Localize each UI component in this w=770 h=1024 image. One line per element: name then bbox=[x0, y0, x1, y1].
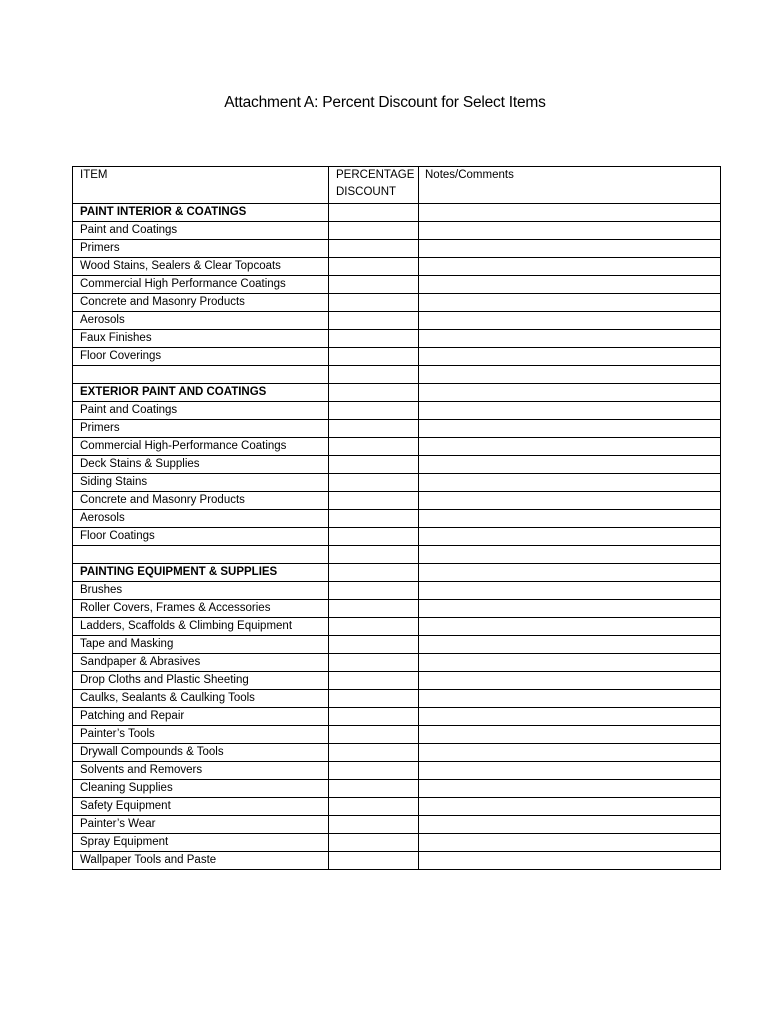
section-heading-row bbox=[73, 384, 721, 402]
notes-comments-cell[interactable] bbox=[419, 510, 721, 528]
percentage-discount-cell[interactable] bbox=[329, 726, 419, 744]
percentage-discount-cell[interactable] bbox=[329, 222, 419, 240]
percentage-discount-cell[interactable] bbox=[329, 402, 419, 420]
item-name: Roller Covers, Frames & Accessories bbox=[73, 600, 329, 618]
table-row bbox=[73, 294, 721, 312]
notes-comments-cell[interactable] bbox=[419, 240, 721, 258]
notes-comments-cell[interactable] bbox=[419, 636, 721, 654]
table-row bbox=[73, 330, 721, 348]
item-name bbox=[73, 366, 329, 384]
notes-comments-cell[interactable] bbox=[419, 582, 721, 600]
table-row bbox=[73, 546, 721, 564]
notes-comments-cell[interactable] bbox=[419, 852, 721, 870]
notes-comments-cell[interactable] bbox=[419, 744, 721, 762]
section-heading-row bbox=[73, 204, 721, 222]
table-row bbox=[73, 654, 721, 672]
item-name: Safety Equipment bbox=[73, 798, 329, 816]
notes-comments-cell[interactable] bbox=[419, 474, 721, 492]
table-header-row bbox=[73, 167, 721, 204]
item-name: Concrete and Masonry Products bbox=[73, 294, 329, 312]
notes-comments-cell[interactable] bbox=[419, 204, 721, 222]
item-name: Caulks, Sealants & Caulking Tools bbox=[73, 690, 329, 708]
header-item: ITEM bbox=[73, 167, 329, 204]
table-row bbox=[73, 312, 721, 330]
section-heading: EXTERIOR PAINT AND COATINGS bbox=[73, 384, 329, 402]
table-row bbox=[73, 672, 721, 690]
item-name: Floor Coverings bbox=[73, 348, 329, 366]
notes-comments-cell[interactable] bbox=[419, 726, 721, 744]
item-name: Painter’s Wear bbox=[73, 816, 329, 834]
table-row bbox=[73, 240, 721, 258]
table-row bbox=[73, 420, 721, 438]
item-name: Siding Stains bbox=[73, 474, 329, 492]
table-row bbox=[73, 258, 721, 276]
percentage-discount-cell[interactable] bbox=[329, 600, 419, 618]
notes-comments-cell[interactable] bbox=[419, 366, 721, 384]
item-name bbox=[73, 546, 329, 564]
discount-table bbox=[72, 166, 721, 870]
notes-comments-cell[interactable] bbox=[419, 618, 721, 636]
item-name: Brushes bbox=[73, 582, 329, 600]
table-row bbox=[73, 348, 721, 366]
notes-comments-cell[interactable] bbox=[419, 780, 721, 798]
table-row bbox=[73, 744, 721, 762]
percentage-discount-cell[interactable] bbox=[329, 816, 419, 834]
notes-comments-cell[interactable] bbox=[419, 690, 721, 708]
notes-comments-cell[interactable] bbox=[419, 600, 721, 618]
percentage-discount-cell[interactable] bbox=[329, 762, 419, 780]
item-name: Floor Coatings bbox=[73, 528, 329, 546]
table-row bbox=[73, 528, 721, 546]
table-row bbox=[73, 456, 721, 474]
table-row bbox=[73, 510, 721, 528]
notes-comments-cell[interactable] bbox=[419, 276, 721, 294]
section-heading-row bbox=[73, 564, 721, 582]
table-row bbox=[73, 222, 721, 240]
item-name: Commercial High Performance Coatings bbox=[73, 276, 329, 294]
percentage-discount-cell[interactable] bbox=[329, 708, 419, 726]
table-row bbox=[73, 690, 721, 708]
table-row bbox=[73, 438, 721, 456]
percentage-discount-cell[interactable] bbox=[329, 474, 419, 492]
item-name: Wallpaper Tools and Paste bbox=[73, 852, 329, 870]
percentage-discount-cell[interactable] bbox=[329, 582, 419, 600]
item-name: Aerosols bbox=[73, 312, 329, 330]
item-name: Faux Finishes bbox=[73, 330, 329, 348]
table-row bbox=[73, 852, 721, 870]
table-row bbox=[73, 762, 721, 780]
table-row bbox=[73, 600, 721, 618]
percentage-discount-cell[interactable] bbox=[329, 528, 419, 546]
item-name: Painter’s Tools bbox=[73, 726, 329, 744]
table-row bbox=[73, 708, 721, 726]
item-name: Paint and Coatings bbox=[73, 402, 329, 420]
percentage-discount-cell[interactable] bbox=[329, 348, 419, 366]
notes-comments-cell[interactable] bbox=[419, 294, 721, 312]
table-row bbox=[73, 798, 721, 816]
percentage-discount-cell[interactable] bbox=[329, 294, 419, 312]
notes-comments-cell[interactable] bbox=[419, 330, 721, 348]
notes-comments-cell[interactable] bbox=[419, 762, 721, 780]
section-heading: PAINTING EQUIPMENT & SUPPLIES bbox=[73, 564, 329, 582]
percentage-discount-cell[interactable] bbox=[329, 492, 419, 510]
percentage-discount-cell[interactable] bbox=[329, 456, 419, 474]
table-row bbox=[73, 636, 721, 654]
percentage-discount-cell[interactable] bbox=[329, 780, 419, 798]
item-name: Ladders, Scaffolds & Climbing Equipment bbox=[73, 618, 329, 636]
item-name: Patching and Repair bbox=[73, 708, 329, 726]
notes-comments-cell[interactable] bbox=[419, 834, 721, 852]
percentage-discount-cell[interactable] bbox=[329, 384, 419, 402]
table-row bbox=[73, 582, 721, 600]
percentage-discount-cell[interactable] bbox=[329, 420, 419, 438]
percentage-discount-cell[interactable] bbox=[329, 636, 419, 654]
notes-comments-cell[interactable] bbox=[419, 420, 721, 438]
percentage-discount-cell[interactable] bbox=[329, 690, 419, 708]
notes-comments-cell[interactable] bbox=[419, 438, 721, 456]
table-row bbox=[73, 726, 721, 744]
percentage-discount-cell[interactable] bbox=[329, 438, 419, 456]
percentage-discount-cell[interactable] bbox=[329, 312, 419, 330]
table-row bbox=[73, 834, 721, 852]
percentage-discount-cell[interactable] bbox=[329, 510, 419, 528]
page-title: Attachment A: Percent Discount for Select Items bbox=[224, 94, 546, 111]
notes-comments-cell[interactable] bbox=[419, 546, 721, 564]
item-name: Primers bbox=[73, 420, 329, 438]
percentage-discount-cell[interactable] bbox=[329, 546, 419, 564]
notes-comments-cell[interactable] bbox=[419, 402, 721, 420]
notes-comments-cell[interactable] bbox=[419, 672, 721, 690]
percentage-discount-cell[interactable] bbox=[329, 564, 419, 582]
percentage-discount-cell[interactable] bbox=[329, 204, 419, 222]
percentage-discount-cell[interactable] bbox=[329, 852, 419, 870]
item-name: Wood Stains, Sealers & Clear Topcoats bbox=[73, 258, 329, 276]
item-name: Drop Cloths and Plastic Sheeting bbox=[73, 672, 329, 690]
notes-comments-cell[interactable] bbox=[419, 456, 721, 474]
item-name: Aerosols bbox=[73, 510, 329, 528]
header-percentage-discount: PERCENTAGE DISCOUNT bbox=[329, 167, 419, 204]
percentage-discount-cell[interactable] bbox=[329, 618, 419, 636]
notes-comments-cell[interactable] bbox=[419, 348, 721, 366]
percentage-discount-cell[interactable] bbox=[329, 654, 419, 672]
item-name: Spray Equipment bbox=[73, 834, 329, 852]
notes-comments-cell[interactable] bbox=[419, 528, 721, 546]
notes-comments-cell[interactable] bbox=[419, 564, 721, 582]
item-name: Concrete and Masonry Products bbox=[73, 492, 329, 510]
percentage-discount-cell[interactable] bbox=[329, 744, 419, 762]
notes-comments-cell[interactable] bbox=[419, 708, 721, 726]
item-name: Cleaning Supplies bbox=[73, 780, 329, 798]
item-name: Drywall Compounds & Tools bbox=[73, 744, 329, 762]
table-row bbox=[73, 474, 721, 492]
table-row bbox=[73, 618, 721, 636]
percentage-discount-cell[interactable] bbox=[329, 330, 419, 348]
table-row bbox=[73, 816, 721, 834]
item-name: Commercial High-Performance Coatings bbox=[73, 438, 329, 456]
notes-comments-cell[interactable] bbox=[419, 492, 721, 510]
percentage-discount-cell[interactable] bbox=[329, 798, 419, 816]
notes-comments-cell[interactable] bbox=[419, 654, 721, 672]
percentage-discount-cell[interactable] bbox=[329, 672, 419, 690]
notes-comments-cell[interactable] bbox=[419, 222, 721, 240]
header-notes-comments: Notes/Comments bbox=[419, 167, 721, 204]
item-name: Paint and Coatings bbox=[73, 222, 329, 240]
percentage-discount-cell[interactable] bbox=[329, 366, 419, 384]
section-heading: PAINT INTERIOR & COATINGS bbox=[73, 204, 329, 222]
item-name: Sandpaper & Abrasives bbox=[73, 654, 329, 672]
item-name: Solvents and Removers bbox=[73, 762, 329, 780]
table-row bbox=[73, 276, 721, 294]
percentage-discount-cell[interactable] bbox=[329, 258, 419, 276]
table-row bbox=[73, 402, 721, 420]
notes-comments-cell[interactable] bbox=[419, 312, 721, 330]
table-row bbox=[73, 366, 721, 384]
item-name: Tape and Masking bbox=[73, 636, 329, 654]
percentage-discount-cell[interactable] bbox=[329, 834, 419, 852]
table-row bbox=[73, 492, 721, 510]
notes-comments-cell[interactable] bbox=[419, 798, 721, 816]
table-row bbox=[73, 780, 721, 798]
percentage-discount-cell[interactable] bbox=[329, 240, 419, 258]
percentage-discount-cell[interactable] bbox=[329, 276, 419, 294]
item-name: Primers bbox=[73, 240, 329, 258]
item-name: Deck Stains & Supplies bbox=[73, 456, 329, 474]
notes-comments-cell[interactable] bbox=[419, 816, 721, 834]
notes-comments-cell[interactable] bbox=[419, 258, 721, 276]
notes-comments-cell[interactable] bbox=[419, 384, 721, 402]
